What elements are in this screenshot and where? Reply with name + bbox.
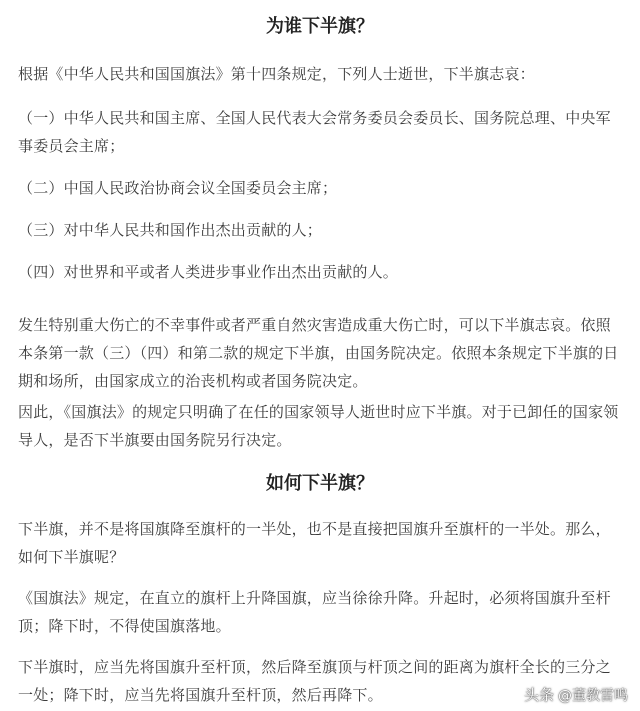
paragraph: 《国旗法》规定，在直立的旗杆上升降国旗，应当徐徐升降。升起时，必须将国旗升至杆顶；降下时，不得使国旗落地。	[18, 589, 611, 635]
section-title-how: 如何下半旗？	[266, 473, 374, 494]
paragraph: （三）对中华人民共和国作出杰出贡献的人；	[18, 221, 323, 239]
paragraph: 发生特别重大伤亡的不幸事件或者严重自然灾害造成重大伤亡时，可以下半旗志哀。依照本条第一款（三）（四）和第二款的规定下半旗，由国务院决定。依照本条规定下半旗的日期和场所，由国家成立的治丧机构或者国务院决定。	[18, 316, 619, 390]
watermark-author: @董教雷鸣	[558, 687, 628, 704]
paragraph: （一）中华人民共和国主席、全国人民代表大会常务委员会委员长、国务院总理、中央军事委员会主席；	[18, 109, 611, 155]
watermark	[524, 684, 628, 705]
watermark-source: 头条	[523, 686, 554, 704]
paragraph: 下半旗时，应当先将国旗升至杆顶，然后降至旗顶与杆顶之间的距离为旗杆全长的三分之一处；降下时，应当先将国旗升至杆顶，然后再降下。	[18, 658, 611, 704]
paragraph: （四）对世界和平或者人类进步事业作出杰出贡献的人。	[18, 263, 399, 281]
paragraph: 根据《中华人民共和国国旗法》第十四条规定，下列人士逝世，下半旗志哀：	[18, 65, 535, 83]
paragraph: 下半旗，并不是将国旗降至旗杆的一半处，也不是直接把国旗升至旗杆的一半处。那么，如何下半旗呢？	[18, 520, 611, 566]
section-title-who: 为谁下半旗？	[266, 16, 374, 37]
paragraph: 因此，《国旗法》的规定只明确了在任的国家领导人逝世时应下半旗。对于已卸任的国家领导人，是否下半旗要由国务院另行决定。	[18, 403, 619, 449]
paragraph: （二）中国人民政治协商会议全国委员会主席；	[18, 179, 338, 197]
